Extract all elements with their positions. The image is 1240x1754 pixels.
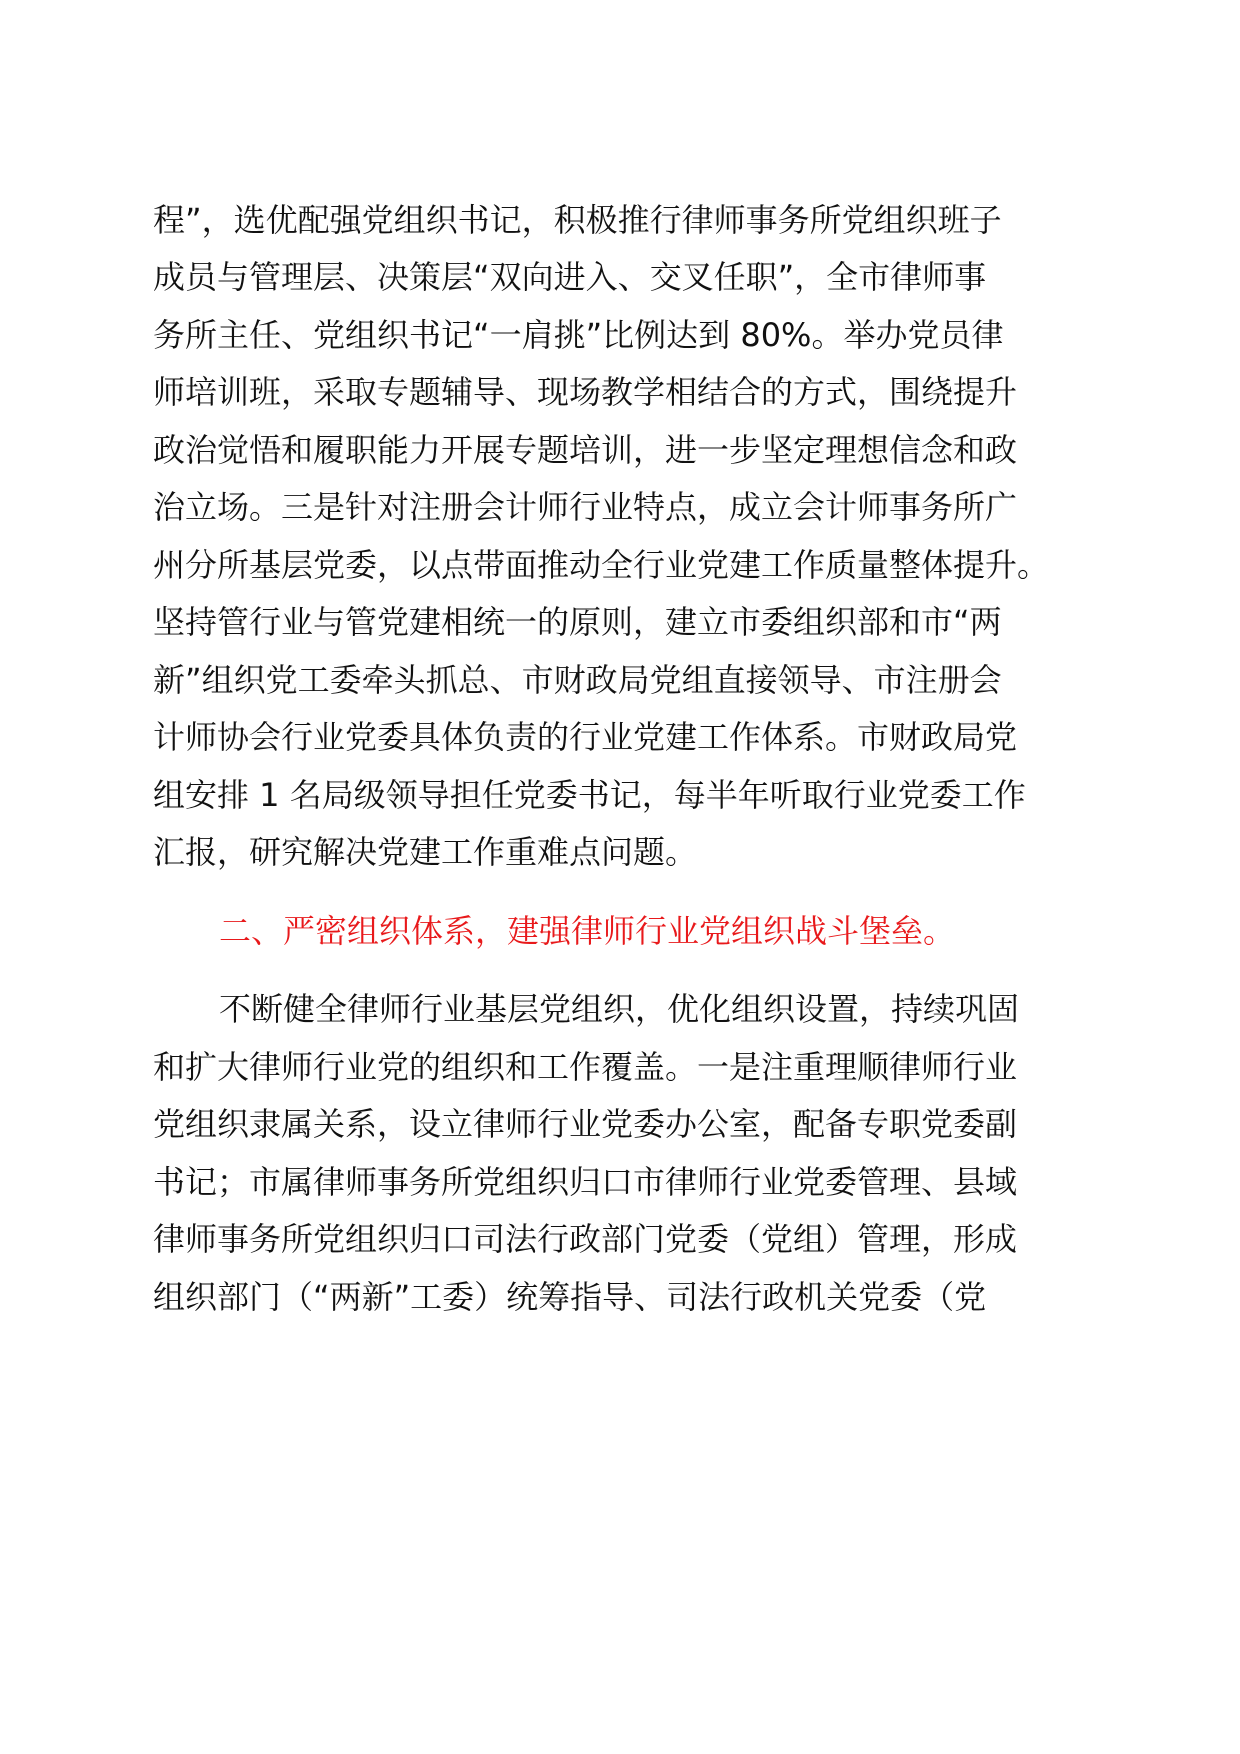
text-line: 党组织隶属关系，设立律师行业党委办公室，配备专职党委副 — [153, 1105, 1018, 1143]
text-line: 师培训班，采取专题辅导、现场教学相结合的方式，围绕提升 — [153, 373, 1018, 411]
section-heading: 二、严密组织体系，建强律师行业党组织战斗堡垒。 — [219, 912, 956, 950]
text-line: 组织部门（“两新”工委）统筹指导、司法行政机关党委（党 — [153, 1278, 987, 1316]
text-line: 务所主任、党组织书记“一肩挑”比例达到 80%。举办党员律 — [153, 316, 1004, 354]
text-line: 成员与管理层、决策层“双向进入、交叉任职”，全市律师事 — [153, 258, 987, 296]
text-line: 计师协会行业党委具体负责的行业党建工作体系。市财政局党 — [153, 718, 1018, 756]
text-line: 新”组织党工委牵头抓总、市财政局党组直接领导、市注册会 — [153, 661, 1002, 699]
text-line: 和扩大律师行业党的组织和工作覆盖。一是注重理顺律师行业 — [153, 1048, 1018, 1086]
text-line: 程”，选优配强党组织书记，积极推行律师事务所党组织班子 — [153, 201, 1002, 239]
text-line: 不断健全律师行业基层党组织，优化组织设置，持续巩固 — [219, 990, 1020, 1028]
text-line: 汇报，研究解决党建工作重难点问题。 — [153, 833, 698, 871]
text-line: 组安排 1 名局级领导担任党委书记，每半年听取行业党委工作 — [153, 776, 1026, 814]
text-line: 律师事务所党组织归口司法行政部门党委（党组）管理，形成 — [153, 1220, 1018, 1258]
text-line: 书记；市属律师事务所党组织归口市律师行业党委管理、县域 — [153, 1163, 1018, 1201]
text-line: 州分所基层党委，以点带面推动全行业党建工作质量整体提升。 — [153, 546, 1050, 584]
text-line: 政治觉悟和履职能力开展专题培训，进一步坚定理想信念和政 — [153, 431, 1018, 469]
text-line: 坚持管行业与管党建相统一的原则，建立市委组织部和市“两 — [153, 603, 1002, 641]
text-line: 治立场。三是针对注册会计师行业特点，成立会计师事务所广 — [153, 488, 1018, 526]
